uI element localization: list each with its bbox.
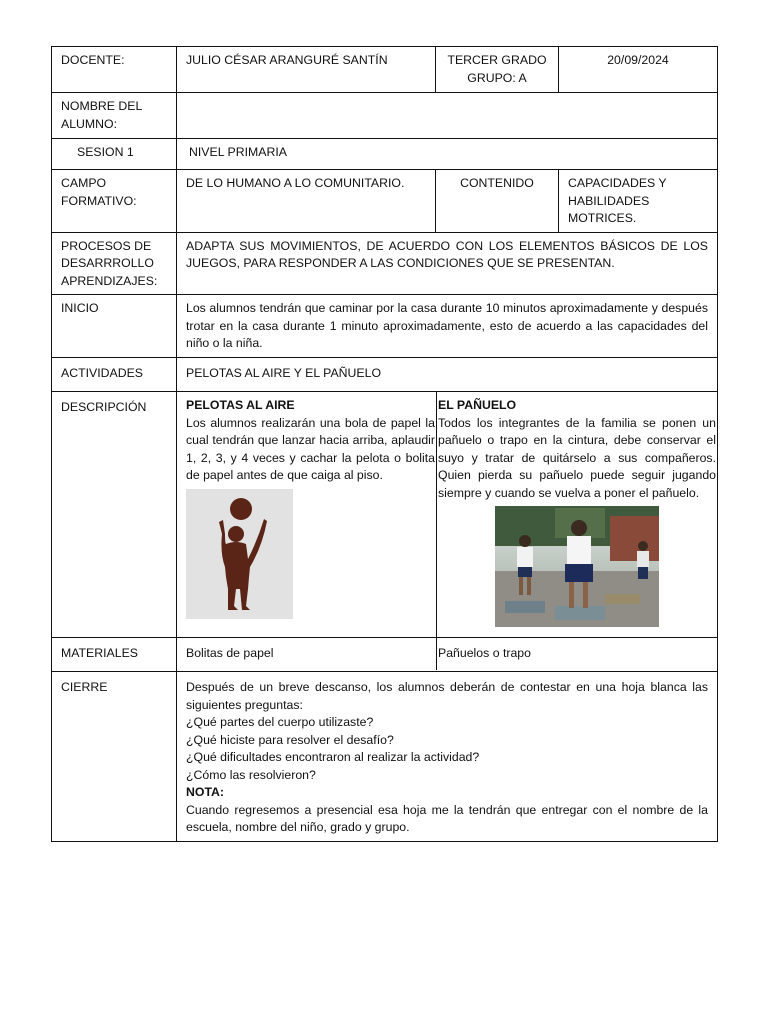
cierre-label: CIERRE: [52, 672, 177, 842]
docente-label: DOCENTE:: [52, 47, 177, 93]
panuelo-section: [437, 392, 717, 637]
descripcion-row: [52, 392, 718, 638]
materiales-row: [52, 638, 718, 672]
group-text: GRUPO: A: [467, 70, 527, 85]
date-cell: 20/09/2024: [559, 47, 718, 93]
campo-label: CAMPO FORMATIVO:: [52, 170, 177, 233]
cierre-question: ¿Qué dificultades encontraron al realizar la actividad?: [186, 750, 480, 764]
materiales-content: [177, 638, 718, 672]
procesos-row: [52, 232, 718, 295]
procesos-value: ADAPTA SUS MOVIMIENTOS, DE ACUERDO CON LOS ELEMENTOS BÁSICOS DE LOS JUEGOS, PARA RESPONDER A LAS CONDICIONES QUE SE PRESENTAN.: [177, 232, 718, 295]
session-label: SESION 1: [52, 139, 177, 170]
nota-text: Cuando regresemos a presencial esa hoja me la tendrán que entregar con el nombre de la escuela, nombre del niño, grado y grupo.: [186, 802, 708, 834]
grade-text: TERCER GRADO: [447, 53, 547, 67]
actividades-value: PELOTAS AL AIRE Y EL PAÑUELO: [177, 358, 718, 392]
inicio-row: [52, 295, 718, 358]
actividades-row: [52, 358, 718, 392]
cierre-row: [52, 672, 718, 842]
cierre-question: ¿Qué hiciste para resolver el desafío?: [186, 732, 394, 747]
cierre-content: [177, 672, 718, 842]
inicio-label: INICIO: [52, 295, 177, 358]
procesos-label: PROCESOS DE DESARRROLLO APRENDIZAJES:: [52, 232, 177, 295]
cierre-question: ¿Qué partes del cuerpo utilizaste?: [186, 715, 374, 729]
level-value: NIVEL PRIMARIA: [177, 139, 718, 170]
pelotas-title: PELOTAS AL AIRE: [186, 398, 295, 412]
nota-label: NOTA:: [186, 785, 225, 799]
children-playing-photo: [495, 506, 659, 627]
pelotas-section: [177, 392, 437, 637]
descripcion-label: DESCRIPCIÓN: [52, 392, 177, 638]
campo-row: [52, 170, 718, 233]
student-label: NOMBRE DEL ALUMNO:: [52, 93, 177, 139]
grade-group-cell: [436, 47, 559, 93]
materiales-left: Bolitas de papel: [177, 638, 437, 670]
cierre-intro: Después de un breve descanso, los alumnos deberán de contestar en una hoja blanca las siguientes preguntas:: [186, 680, 708, 712]
contenido-label: CONTENIDO: [436, 170, 559, 233]
panuelo-title: EL PAÑUELO: [438, 398, 517, 412]
actividades-label: ACTIVIDADES: [52, 358, 177, 392]
student-name-field[interactable]: [177, 93, 718, 139]
descripcion-content: [177, 392, 718, 638]
header-row: [52, 47, 718, 93]
inicio-value: Los alumnos tendrán que caminar por la casa durante 10 minutos aproximadamente y después trotar en la casa durante 1 minuto aproximadamente, esto de acuerdo a las capacidades del niño o la niña.: [177, 295, 718, 358]
child-throwing-ball-silhouette: [186, 489, 293, 619]
contenido-value: CAPACIDADES Y HABILIDADES MOTRICES.: [559, 170, 718, 233]
lesson-plan-table: [51, 46, 718, 842]
panuelo-text: Todos los integrantes de la familia se ponen un pañuelo o trapo en la cintura, debe conservar el suyo y tratar de quitárselo a sus compañeros. Quien pierda su pañuelo puede seguir jugando siempre y cuando se vuelva a poner el pañuelo.: [438, 415, 716, 500]
pelotas-text: Los alumnos realizarán una bola de papel la cual tendrán que lanzar hacia arriba, aplaudir 1, 2, 3, y 4 veces y cachar la pelota o bolita de papel antes de que caiga al piso.: [186, 415, 435, 482]
student-row: [52, 93, 718, 139]
campo-value: DE LO HUMANO A LO COMUNITARIO.: [177, 170, 436, 233]
session-row: [52, 139, 718, 170]
cierre-question: ¿Cómo las resolvieron?: [186, 767, 316, 782]
materiales-right: Pañuelos o trapo: [438, 646, 531, 660]
materiales-label: MATERIALES: [52, 638, 177, 672]
docente-value: JULIO CÉSAR ARANGURÉ SANTÍN: [177, 47, 436, 93]
